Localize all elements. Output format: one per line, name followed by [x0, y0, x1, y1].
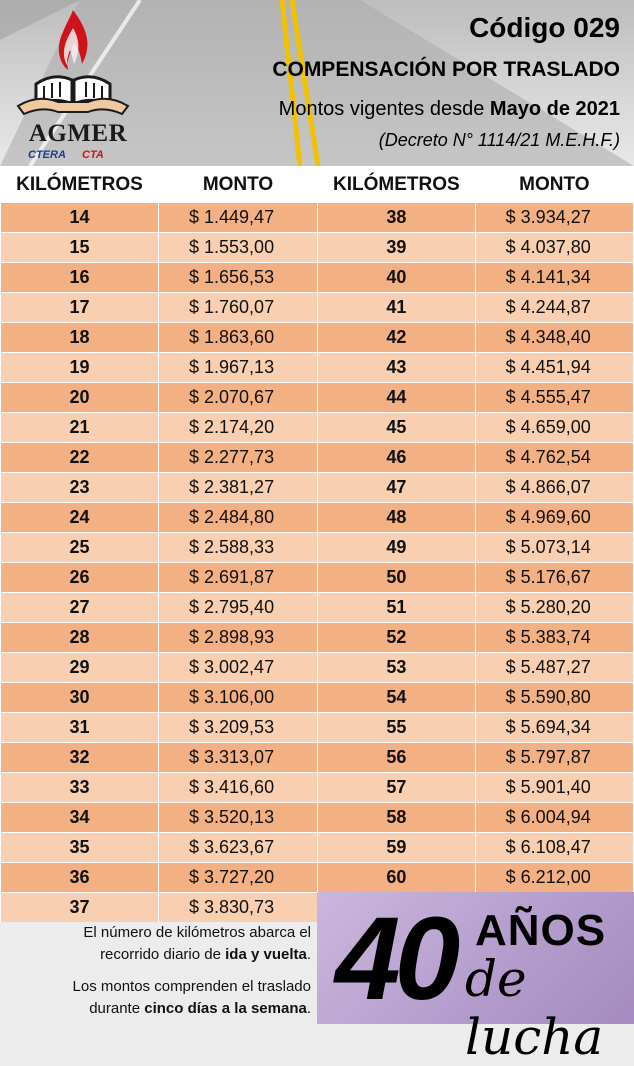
validity-text — [279, 98, 620, 121]
table-row — [1, 263, 318, 293]
km-cell: 50 — [318, 563, 476, 593]
table-row — [1, 893, 318, 923]
amount-cell: $ 5.487,27 — [475, 653, 633, 683]
amount-cell: $ 4.969,60 — [475, 503, 633, 533]
km-cell: 16 — [1, 263, 159, 293]
table-row — [1, 653, 318, 683]
amount-cell: $ 3.106,00 — [159, 683, 318, 713]
table-row — [1, 593, 318, 623]
table-row — [1, 413, 318, 443]
table-row — [318, 233, 634, 263]
km-cell: 35 — [1, 833, 159, 863]
amount-cell: $ 1.553,00 — [159, 233, 318, 263]
km-cell: 21 — [1, 413, 159, 443]
column-header-amount: MONTO — [475, 167, 633, 203]
km-cell: 33 — [1, 773, 159, 803]
km-cell: 28 — [1, 623, 159, 653]
table-row — [318, 863, 634, 893]
table-row — [318, 803, 634, 833]
km-cell: 49 — [318, 533, 476, 563]
page-title: COMPENSACIÓN POR TRASLADO — [272, 58, 620, 81]
anniversary-years: AÑOS — [475, 906, 607, 955]
note-line-2-bold: ida y vuelta — [225, 946, 307, 963]
table-row — [1, 383, 318, 413]
km-cell: 56 — [318, 743, 476, 773]
table-left — [0, 166, 318, 923]
amount-cell: $ 3.313,07 — [159, 743, 318, 773]
decree-text: (Decreto N° 1114/21 M.E.H.F.) — [378, 130, 620, 150]
km-cell: 44 — [318, 383, 476, 413]
note-line-2-suffix: . — [306, 946, 311, 963]
table-row — [1, 833, 318, 863]
km-cell: 48 — [318, 503, 476, 533]
km-cell: 41 — [318, 293, 476, 323]
cta-label: CTA — [82, 149, 104, 161]
code-title: Código 029 — [469, 12, 620, 43]
ctera-label: CTERA — [28, 149, 66, 161]
km-cell: 38 — [318, 203, 476, 233]
amount-cell: $ 3.623,67 — [159, 833, 318, 863]
table-row — [318, 653, 634, 683]
km-cell: 57 — [318, 773, 476, 803]
amount-cell: $ 6.108,47 — [475, 833, 633, 863]
table-row — [318, 623, 634, 653]
note-line-1: El número de kilómetros abarca el — [83, 924, 311, 941]
logo-affiliations — [28, 149, 128, 163]
km-cell: 32 — [1, 743, 159, 773]
table-row — [318, 773, 634, 803]
amount-cell: $ 2.277,73 — [159, 443, 318, 473]
table-row — [318, 203, 634, 233]
amount-cell: $ 1.760,07 — [159, 293, 318, 323]
km-cell: 60 — [318, 863, 476, 893]
km-cell: 14 — [1, 203, 159, 233]
anniversary-subtitle: de lucha — [465, 950, 604, 1066]
table-row — [318, 593, 634, 623]
table-row — [318, 473, 634, 503]
column-header-km: KILÓMETROS — [1, 167, 159, 203]
table-row — [318, 263, 634, 293]
km-cell: 52 — [318, 623, 476, 653]
table-row — [318, 353, 634, 383]
table-left-body — [1, 203, 318, 923]
table-row — [1, 293, 318, 323]
km-cell: 15 — [1, 233, 159, 263]
km-cell: 29 — [1, 653, 159, 683]
km-cell: 34 — [1, 803, 159, 833]
column-header-amount: MONTO — [159, 167, 318, 203]
amount-cell: $ 1.656,53 — [159, 263, 318, 293]
table-row — [1, 713, 318, 743]
km-cell: 58 — [318, 803, 476, 833]
table-row — [1, 233, 318, 263]
km-cell: 45 — [318, 413, 476, 443]
km-cell: 30 — [1, 683, 159, 713]
table-row — [1, 743, 318, 773]
amount-cell: $ 1.967,13 — [159, 353, 318, 383]
note-line-3: Los montos comprenden el traslado — [72, 978, 311, 995]
amount-cell: $ 5.901,40 — [475, 773, 633, 803]
table-row — [1, 563, 318, 593]
amount-cell: $ 5.073,14 — [475, 533, 633, 563]
km-cell: 18 — [1, 323, 159, 353]
validity-prefix: Montos vigentes desde — [278, 98, 485, 120]
amount-cell: $ 6.004,94 — [475, 803, 633, 833]
km-cell: 39 — [318, 233, 476, 263]
note-line-2 — [0, 944, 311, 966]
amount-cell: $ 4.141,34 — [475, 263, 633, 293]
km-cell: 37 — [1, 893, 159, 923]
table-row — [1, 863, 318, 893]
table-row — [1, 203, 318, 233]
amount-cell: $ 3.002,47 — [159, 653, 318, 683]
km-cell: 42 — [318, 323, 476, 353]
table-row — [1, 503, 318, 533]
validity-date: Mayo de 2021 — [489, 98, 620, 120]
table-row — [318, 743, 634, 773]
amount-cell: $ 4.037,80 — [475, 233, 633, 263]
table-right — [317, 166, 634, 893]
note-line-4-bold: cinco días a la semana — [144, 1000, 307, 1017]
amount-cell: $ 3.727,20 — [159, 863, 318, 893]
table-row — [1, 443, 318, 473]
column-header-km: KILÓMETROS — [318, 167, 476, 203]
km-cell: 43 — [318, 353, 476, 383]
anniversary-badge — [317, 892, 634, 1066]
amount-cell: $ 4.348,40 — [475, 323, 633, 353]
table-row — [318, 323, 634, 353]
km-cell: 22 — [1, 443, 159, 473]
table-right-body — [318, 203, 634, 893]
km-cell: 46 — [318, 443, 476, 473]
amount-cell: $ 3.934,27 — [475, 203, 633, 233]
amount-cell: $ 2.691,87 — [159, 563, 318, 593]
amount-cell: $ 5.797,87 — [475, 743, 633, 773]
table-row — [1, 773, 318, 803]
km-cell: 40 — [318, 263, 476, 293]
amount-cell: $ 6.212,00 — [475, 863, 633, 893]
km-cell: 55 — [318, 713, 476, 743]
amount-cell: $ 4.762,54 — [475, 443, 633, 473]
note-line-4-suffix: . — [306, 1000, 311, 1017]
table-row — [318, 833, 634, 863]
km-cell: 31 — [1, 713, 159, 743]
table-row — [318, 683, 634, 713]
table-row — [1, 803, 318, 833]
table-row — [1, 623, 318, 653]
amount-cell: $ 5.176,67 — [475, 563, 633, 593]
note-line-4-prefix: durante — [89, 1000, 145, 1017]
table-row — [318, 413, 634, 443]
amount-cell: $ 4.659,00 — [475, 413, 633, 443]
amount-cell: $ 2.795,40 — [159, 593, 318, 623]
table-row — [1, 323, 318, 353]
km-cell: 27 — [1, 593, 159, 623]
note-line-4 — [0, 998, 311, 1020]
km-cell: 17 — [1, 293, 159, 323]
agmer-logo — [8, 6, 138, 161]
km-cell: 53 — [318, 653, 476, 683]
km-cell: 51 — [318, 593, 476, 623]
amount-cell: $ 2.588,33 — [159, 533, 318, 563]
table-row — [318, 383, 634, 413]
amount-cell: $ 2.381,27 — [159, 473, 318, 503]
amount-cell: $ 2.070,67 — [159, 383, 318, 413]
anniversary-number: 40 — [335, 893, 455, 1025]
km-cell: 36 — [1, 863, 159, 893]
km-cell: 25 — [1, 533, 159, 563]
amount-cell: $ 3.416,60 — [159, 773, 318, 803]
table-row — [1, 353, 318, 383]
amount-cell: $ 1.863,60 — [159, 323, 318, 353]
amount-cell: $ 2.174,20 — [159, 413, 318, 443]
amount-cell: $ 4.244,87 — [475, 293, 633, 323]
amount-cell: $ 3.520,13 — [159, 803, 318, 833]
amount-cell: $ 5.590,80 — [475, 683, 633, 713]
table-row — [1, 683, 318, 713]
table-row — [1, 473, 318, 503]
footnote — [0, 922, 317, 1024]
amount-cell: $ 5.694,34 — [475, 713, 633, 743]
amount-cell: $ 1.449,47 — [159, 203, 318, 233]
km-cell: 23 — [1, 473, 159, 503]
table-row — [318, 533, 634, 563]
km-cell: 59 — [318, 833, 476, 863]
amount-cell: $ 4.451,94 — [475, 353, 633, 383]
flame-book-icon — [8, 6, 138, 118]
km-cell: 24 — [1, 503, 159, 533]
amount-cell: $ 5.383,74 — [475, 623, 633, 653]
km-cell: 54 — [318, 683, 476, 713]
amount-cell: $ 3.830,73 — [159, 893, 318, 923]
header — [0, 0, 634, 166]
amount-cell: $ 4.866,07 — [475, 473, 633, 503]
amount-cell: $ 5.280,20 — [475, 593, 633, 623]
table-row — [318, 503, 634, 533]
logo-text: AGMER — [28, 120, 128, 147]
amount-cell: $ 3.209,53 — [159, 713, 318, 743]
table-row — [1, 533, 318, 563]
table-row — [318, 563, 634, 593]
table-row — [318, 293, 634, 323]
amount-cell: $ 4.555,47 — [475, 383, 633, 413]
amount-cell: $ 2.484,80 — [159, 503, 318, 533]
km-cell: 20 — [1, 383, 159, 413]
km-cell: 26 — [1, 563, 159, 593]
table-row — [318, 713, 634, 743]
table-row — [318, 443, 634, 473]
km-cell: 19 — [1, 353, 159, 383]
note-line-2-prefix: recorrido diario de — [100, 946, 226, 963]
amount-cell: $ 2.898,93 — [159, 623, 318, 653]
km-cell: 47 — [318, 473, 476, 503]
